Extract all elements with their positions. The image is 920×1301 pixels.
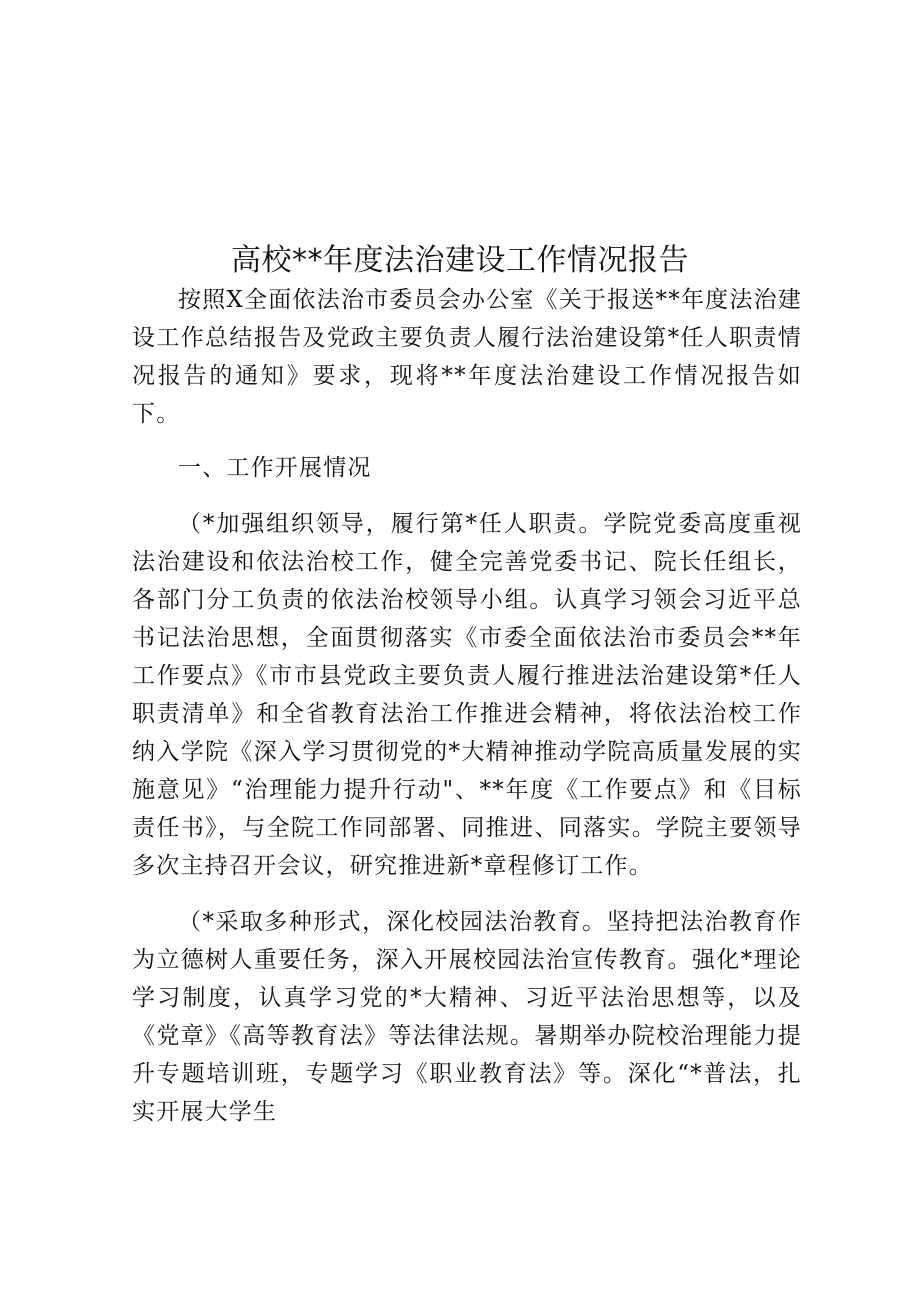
intro-paragraph: 按照X全面依法治市委员会办公室《关于报送**年度法治建设工作总结报告及党政主要负责人履行法治建设第*任人职责情况报告的通知》要求，现将**年度法治建设工作情况报告如下。 [132,287,802,427]
body-paragraph-2: （*采取多种形式，深化校园法治教育。坚持把法治教育作为立德树人重要任务，深入开展校园法治宣传教育。强化*理论学习制度，认真学习党的*大精神、习近平法治思想等，以及《党章》《高等教育法》等法律法规。暑期举办院校治理能力提升专题培训班，专题学习《职业教育法》等。深化“*普法，扎实开展大学生 [132,909,802,1125]
document-body [132,281,802,1131]
body-paragraph-1: （*加强组织领导，履行第*任人职责。学院党委高度重视法治建设和依法治校工作，健全完善党委书记、院长任组长，各部门分工负责的依法治校领导小组。认真学习领会习近平总书记法治思想，全面贯彻落实《市委全面依法治市委员会**年工作要点》《市市县党政主要负责人履行推进法治建设第*任人职责清单》和全省教育法治工作推进会精神，将依法治校工作纳入学院《深入学习贯彻党的*大精神推动学院高质量发展的实施意见》“治理能力提升行动"、**年度《工作要点》和《目标责任书》，与全院工作同部署、同推进、同落实。学院主要领导多次主持召开会议，研究推进新*章程修订工作。 [132,511,802,879]
document-title: 高校**年度法治建设工作情况报告 [231,243,689,279]
section-heading: 一、工作开展情况 [178,455,372,481]
